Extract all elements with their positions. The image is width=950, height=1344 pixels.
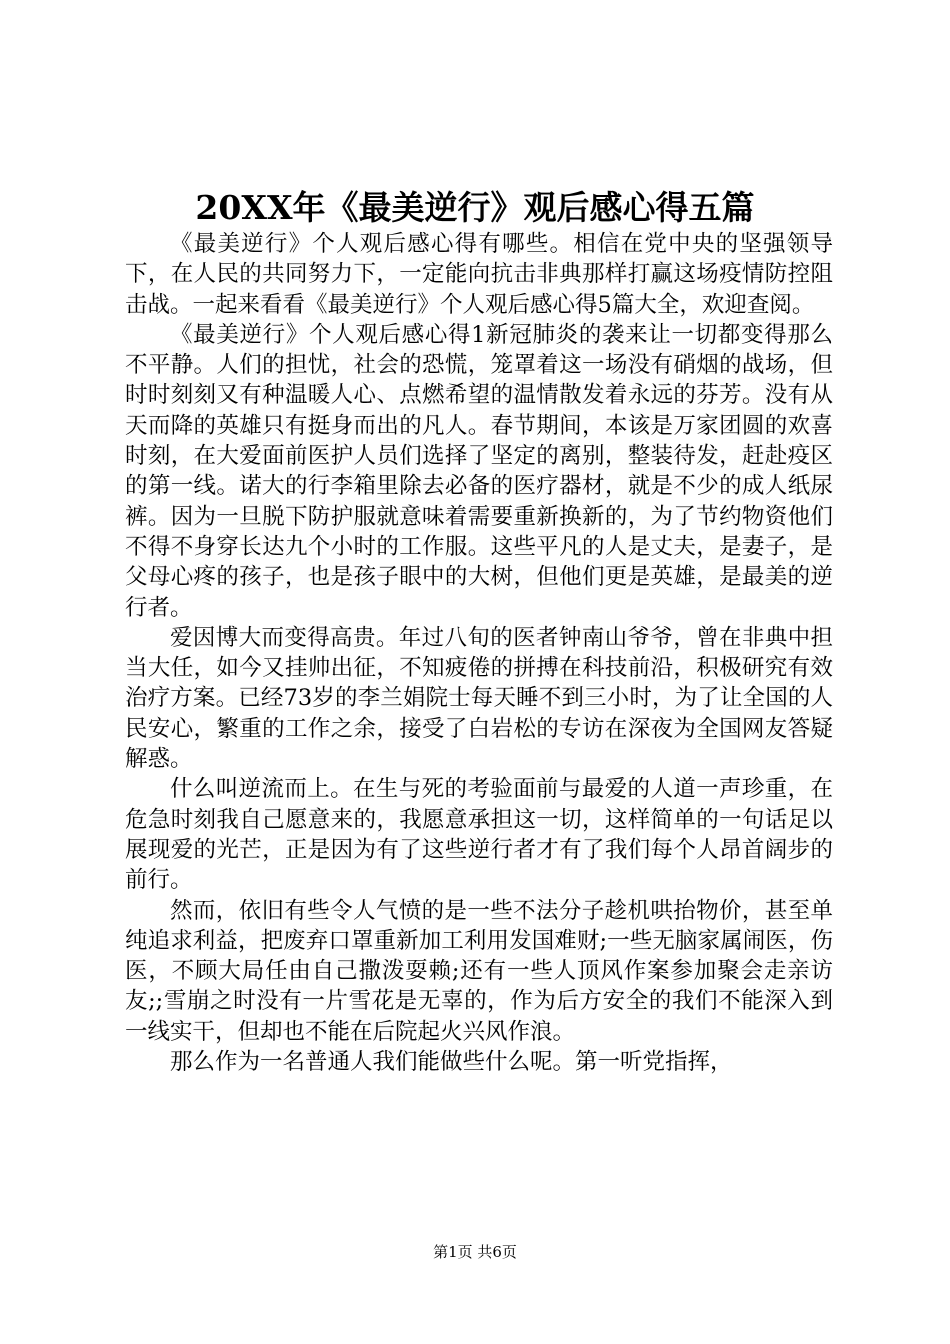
paragraph-love: 爱因博大而变得高贵。年过八旬的医者钟南山爷爷，曾在非典中担当大任，如今又挂帅出征，不知疲倦的拼搏在科技前沿，积极研究有效治疗方案。已经73岁的李兰娟院士每天睡不到三小时，为了让全国的人民安心，繁重的工作之余，接受了白岩松的专访在深夜为全国网友答疑解惑。 — [125, 624, 833, 773]
paragraph-intro: 《最美逆行》个人观后感心得有哪些。相信在党中央的坚强领导下，在人民的共同努力下，一定能向抗击非典那样打赢这场疫情防控阻击战。一起来看看《最美逆行》个人观后感心得5篇大全，欢迎查阅。 — [125, 231, 833, 318]
document-body — [125, 229, 833, 1077]
page-footer — [0, 1242, 950, 1262]
paragraph-ordinary-person: 那么作为一名普通人我们能做些什么呢。第一听党指挥， — [170, 1049, 733, 1076]
document-title: 20XX年《最美逆行》观后感心得五篇 — [195, 188, 755, 227]
paragraph-essay-1: 《最美逆行》个人观后感心得1新冠肺炎的袭来让一切都变得那么不平静。人们的担忧，社会的恐慌，笼罩着这一场没有硝烟的战场，但时时刻刻又有种温暖人心、点燃希望的温情散发着永远的芬芳。没有从天而降的英雄只有挺身而出的凡人。春节期间，本该是万家团圆的欢喜时刻，在大爱面前医护人员们选择了坚定的离别，整装待发，赶赴疫区的第一线。诺大的行李箱里除去必备的医疗器材，就是不少的成人纸尿裤。因为一旦脱下防护服就意味着需要重新换新的，为了节约物资他们不得不身穿长达九个小时的工作服。这些平凡的人是丈夫，是妻子，是父母心疼的孩子，也是孩子眼中的大树，但他们更是英雄，是最美的逆行者。 — [125, 321, 833, 621]
paragraph-however: 然而，依旧有些令人气愤的是一些不法分子趁机哄抬物价，甚至单纯追求利益，把废弃口罩重新加工利用发国难财;一些无脑家属闹医，伤医，不顾大局任由自己撒泼耍赖;还有一些人顶风作案参加聚会走亲访友;;雪崩之时没有一片雪花是无辜的，作为后方安全的我们不能深入到一线实干，但却也不能在后院起火兴风作浪。 — [125, 897, 833, 1045]
page-number: 第1页 — [433, 1243, 473, 1261]
page-total: 共6页 — [477, 1243, 517, 1261]
paragraph-against-current: 什么叫逆流而上。在生与死的考验面前与最爱的人道一声珍重，在危急时刻我自己愿意来的，我愿意承担这一切，这样简单的一句话足以展现爱的光芒，正是因为有了这些逆行者才有了我们每个人昂首阔步的前行。 — [125, 776, 833, 894]
